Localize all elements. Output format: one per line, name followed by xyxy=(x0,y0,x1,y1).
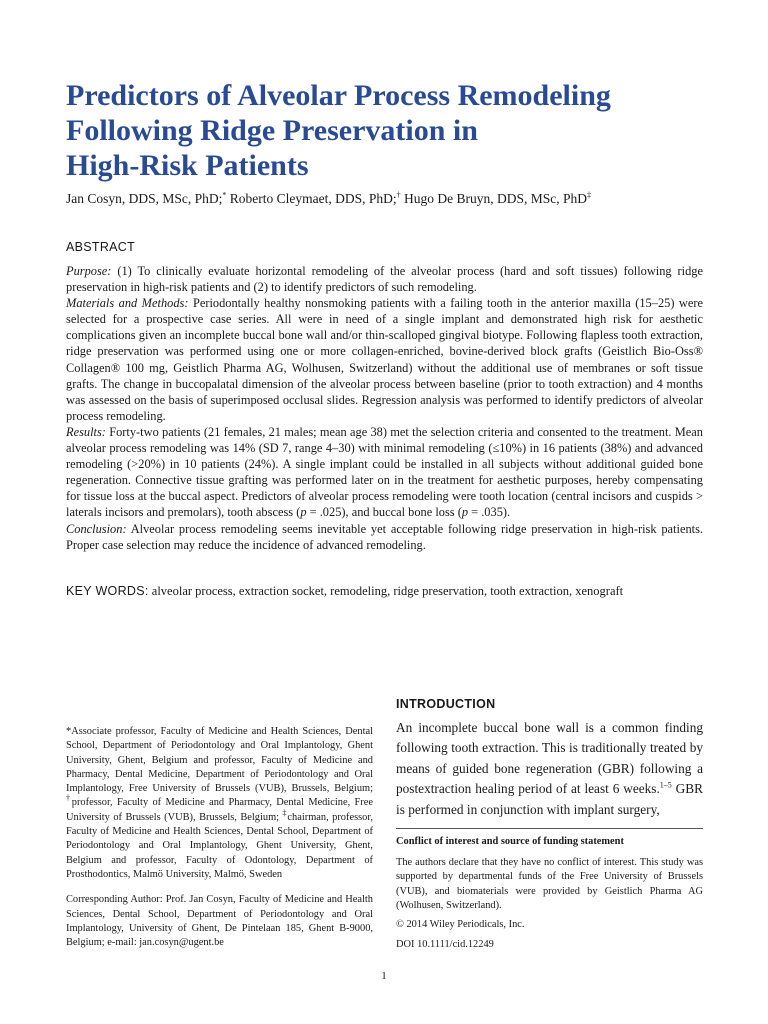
keywords-label: KEY WORDS: xyxy=(66,584,149,598)
double-dagger-mark: ‡ xyxy=(282,808,288,818)
conflict-divider xyxy=(396,828,703,829)
results-p1: = .025), and buccal bone loss ( xyxy=(306,505,462,520)
introduction-paragraph xyxy=(396,718,703,820)
purpose-label: Purpose: xyxy=(66,264,112,278)
author-3-mark: ‡ xyxy=(587,190,592,200)
introduction-body xyxy=(396,718,703,820)
citation-mark: 1–5 xyxy=(659,780,672,790)
abstract-methods xyxy=(66,295,703,424)
affiliation-a: *Associate professor, Faculty of Medicine and Health Sciences, Dental School, Department of Periodontology and Oral Implantology, Ghent University, Ghent, Belgium and professor, Faculty of Medicine and Pharmacy, Dental Medicine, Department of Periodontology and Oral Implantology, Free University of Brussels (VUB), Brussels, Belgium; xyxy=(66,726,373,795)
purpose-text: (1) To clinically evaluate horizontal remodeling of the alveolar process (hard and soft tissues) following ridge preservation in high-risk patients and (2) to identify predictors of such remodeling. xyxy=(66,264,703,295)
title-line-2: Following Ridge Preservation in xyxy=(66,114,478,147)
affiliations xyxy=(66,725,373,882)
corresponding-author: Corresponding Author: Prof. Jan Cosyn, Faculty of Medicine and Health Sciences, Dental School, Department of Periodontology and Oral Implantology, University of Ghent, De Pintelaan 185, Ghent B-9000, Belgium; e-mail: jan.cosyn@ugent.be xyxy=(66,894,373,949)
dagger-mark: † xyxy=(66,794,72,804)
results-label: Results: xyxy=(66,424,106,439)
doi: DOI 10.1111/cid.12249 xyxy=(396,939,494,950)
article-title xyxy=(66,78,706,183)
intro-text-2: GBR is performed in conjunction with implant surgery, xyxy=(396,781,703,817)
abstract-body xyxy=(66,263,703,553)
author-2: Roberto Cleymaet, DDS, PhD; xyxy=(226,191,397,206)
title-line-1: Predictors of Alveolar Process Remodeling xyxy=(66,79,611,112)
p-value-symbol: p xyxy=(300,505,307,520)
copyright-notice: © 2014 Wiley Periodicals, Inc. xyxy=(396,919,525,930)
author-list xyxy=(66,190,716,208)
keywords-text: alveolar process, extraction socket, remodeling, ridge preservation, tooth extraction, xenograft xyxy=(148,584,624,598)
affiliation-b: professor, Faculty of Medicine and Pharmacy, Dental Medicine, Free University of Brussels (VUB), Brussels, Belgium; xyxy=(66,797,373,823)
author-1: Jan Cosyn, DDS, MSc, PhD; xyxy=(66,191,223,206)
introduction-heading: INTRODUCTION xyxy=(396,697,496,711)
conflict-statement: The authors declare that they have no conflict of interest. This study was supported by departmental funds of the Free University of Brussels (VUB), and biomaterials were provided by Geistlich Pharma AG (Wolhusen, Switzerland). xyxy=(396,857,703,911)
conclusion-text: Alveolar process remodeling seems inevitable yet acceptable following ridge preservation in high-risk patients. Proper case selection may reduce the incidence of advanced remodeling. xyxy=(66,521,703,552)
abstract-results xyxy=(66,424,703,521)
affiliation-c: chairman, professor, Faculty of Medicine and Health Sciences, Dental School, Department of Periodontology and Oral Implantology, Ghent University, Ghent, Belgium and professor, Faculty of Odontology, Department of Prosthodontics, Malmö University, Malmö, Sweden xyxy=(66,811,373,880)
conflict-heading: Conflict of interest and source of funding statement xyxy=(396,836,624,847)
affiliation-footnotes xyxy=(66,725,373,950)
intro-text-1: An incomplete buccal bone wall is a common finding following tooth extraction. This is traditionally treated by means of guided bone regeneration (GBR) following a postextraction healing period of at least 6 weeks. xyxy=(396,720,703,797)
title-line-3: High-Risk Patients xyxy=(66,149,309,182)
results-text: Forty-two patients (21 females, 21 males; mean age 38) met the selection criteria and consented to the treatment. Mean alveolar process remodeling was 14% (SD 7, range 4–30) with minimal remodeling (≤10%) in 16 patients (38%) and advanced remodeling (>20%) in 10 patients (24%). A single implant could be installed in all subjects without additional guided bone regeneration. Connective tissue grafting was performed later on in the treatment for aesthetic purposes, hereby compensating for tissue loss at the buccal aspect. Predictors of alveolar process remodeling were tooth location (central incisors and cuspids > laterals incisors and premolars), tooth abscess ( xyxy=(66,424,703,520)
author-2-mark: † xyxy=(396,190,401,200)
conclusion-label: Conclusion: xyxy=(66,521,127,536)
results-p2: = .035). xyxy=(468,505,511,520)
keywords xyxy=(66,583,706,599)
p-value-symbol: p xyxy=(461,505,469,520)
abstract-conclusion xyxy=(66,521,703,553)
abstract-purpose xyxy=(66,263,703,295)
author-1-mark: * xyxy=(222,190,227,200)
author-3: Hugo De Bruyn, DDS, MSc, PhD xyxy=(400,191,588,206)
methods-label: Materials and Methods: xyxy=(66,296,189,311)
methods-text: Periodontally healthy nonsmoking patients with a failing tooth in the anterior maxilla (15–25) were selected for a prospective case series. All were in need of a single implant and demonstrated high risk for aesthetic complications given an incomplete buccal bone wall and/or thin-scalloped gingival biotype. Following flapless tooth extraction, ridge preservation was performed using one or more collagen-enriched, bovine-derived block grafts (Geistlich Bio-Oss® Collagen® 100 mg, Geistlich Pharma AG, Wolhusen, Switzerland) without the additional use of membranes or soft tissue grafts. The change in buccopalatal dimension of the alveolar process between baseline (prior to tooth extraction) and 4 months was assessed on the basis of superimposed occlusal slides. Regression analysis was performed to identify predictors of alveolar process remodeling. xyxy=(66,296,703,423)
page-number: 1 xyxy=(381,970,387,982)
abstract-heading: ABSTRACT xyxy=(66,240,136,254)
